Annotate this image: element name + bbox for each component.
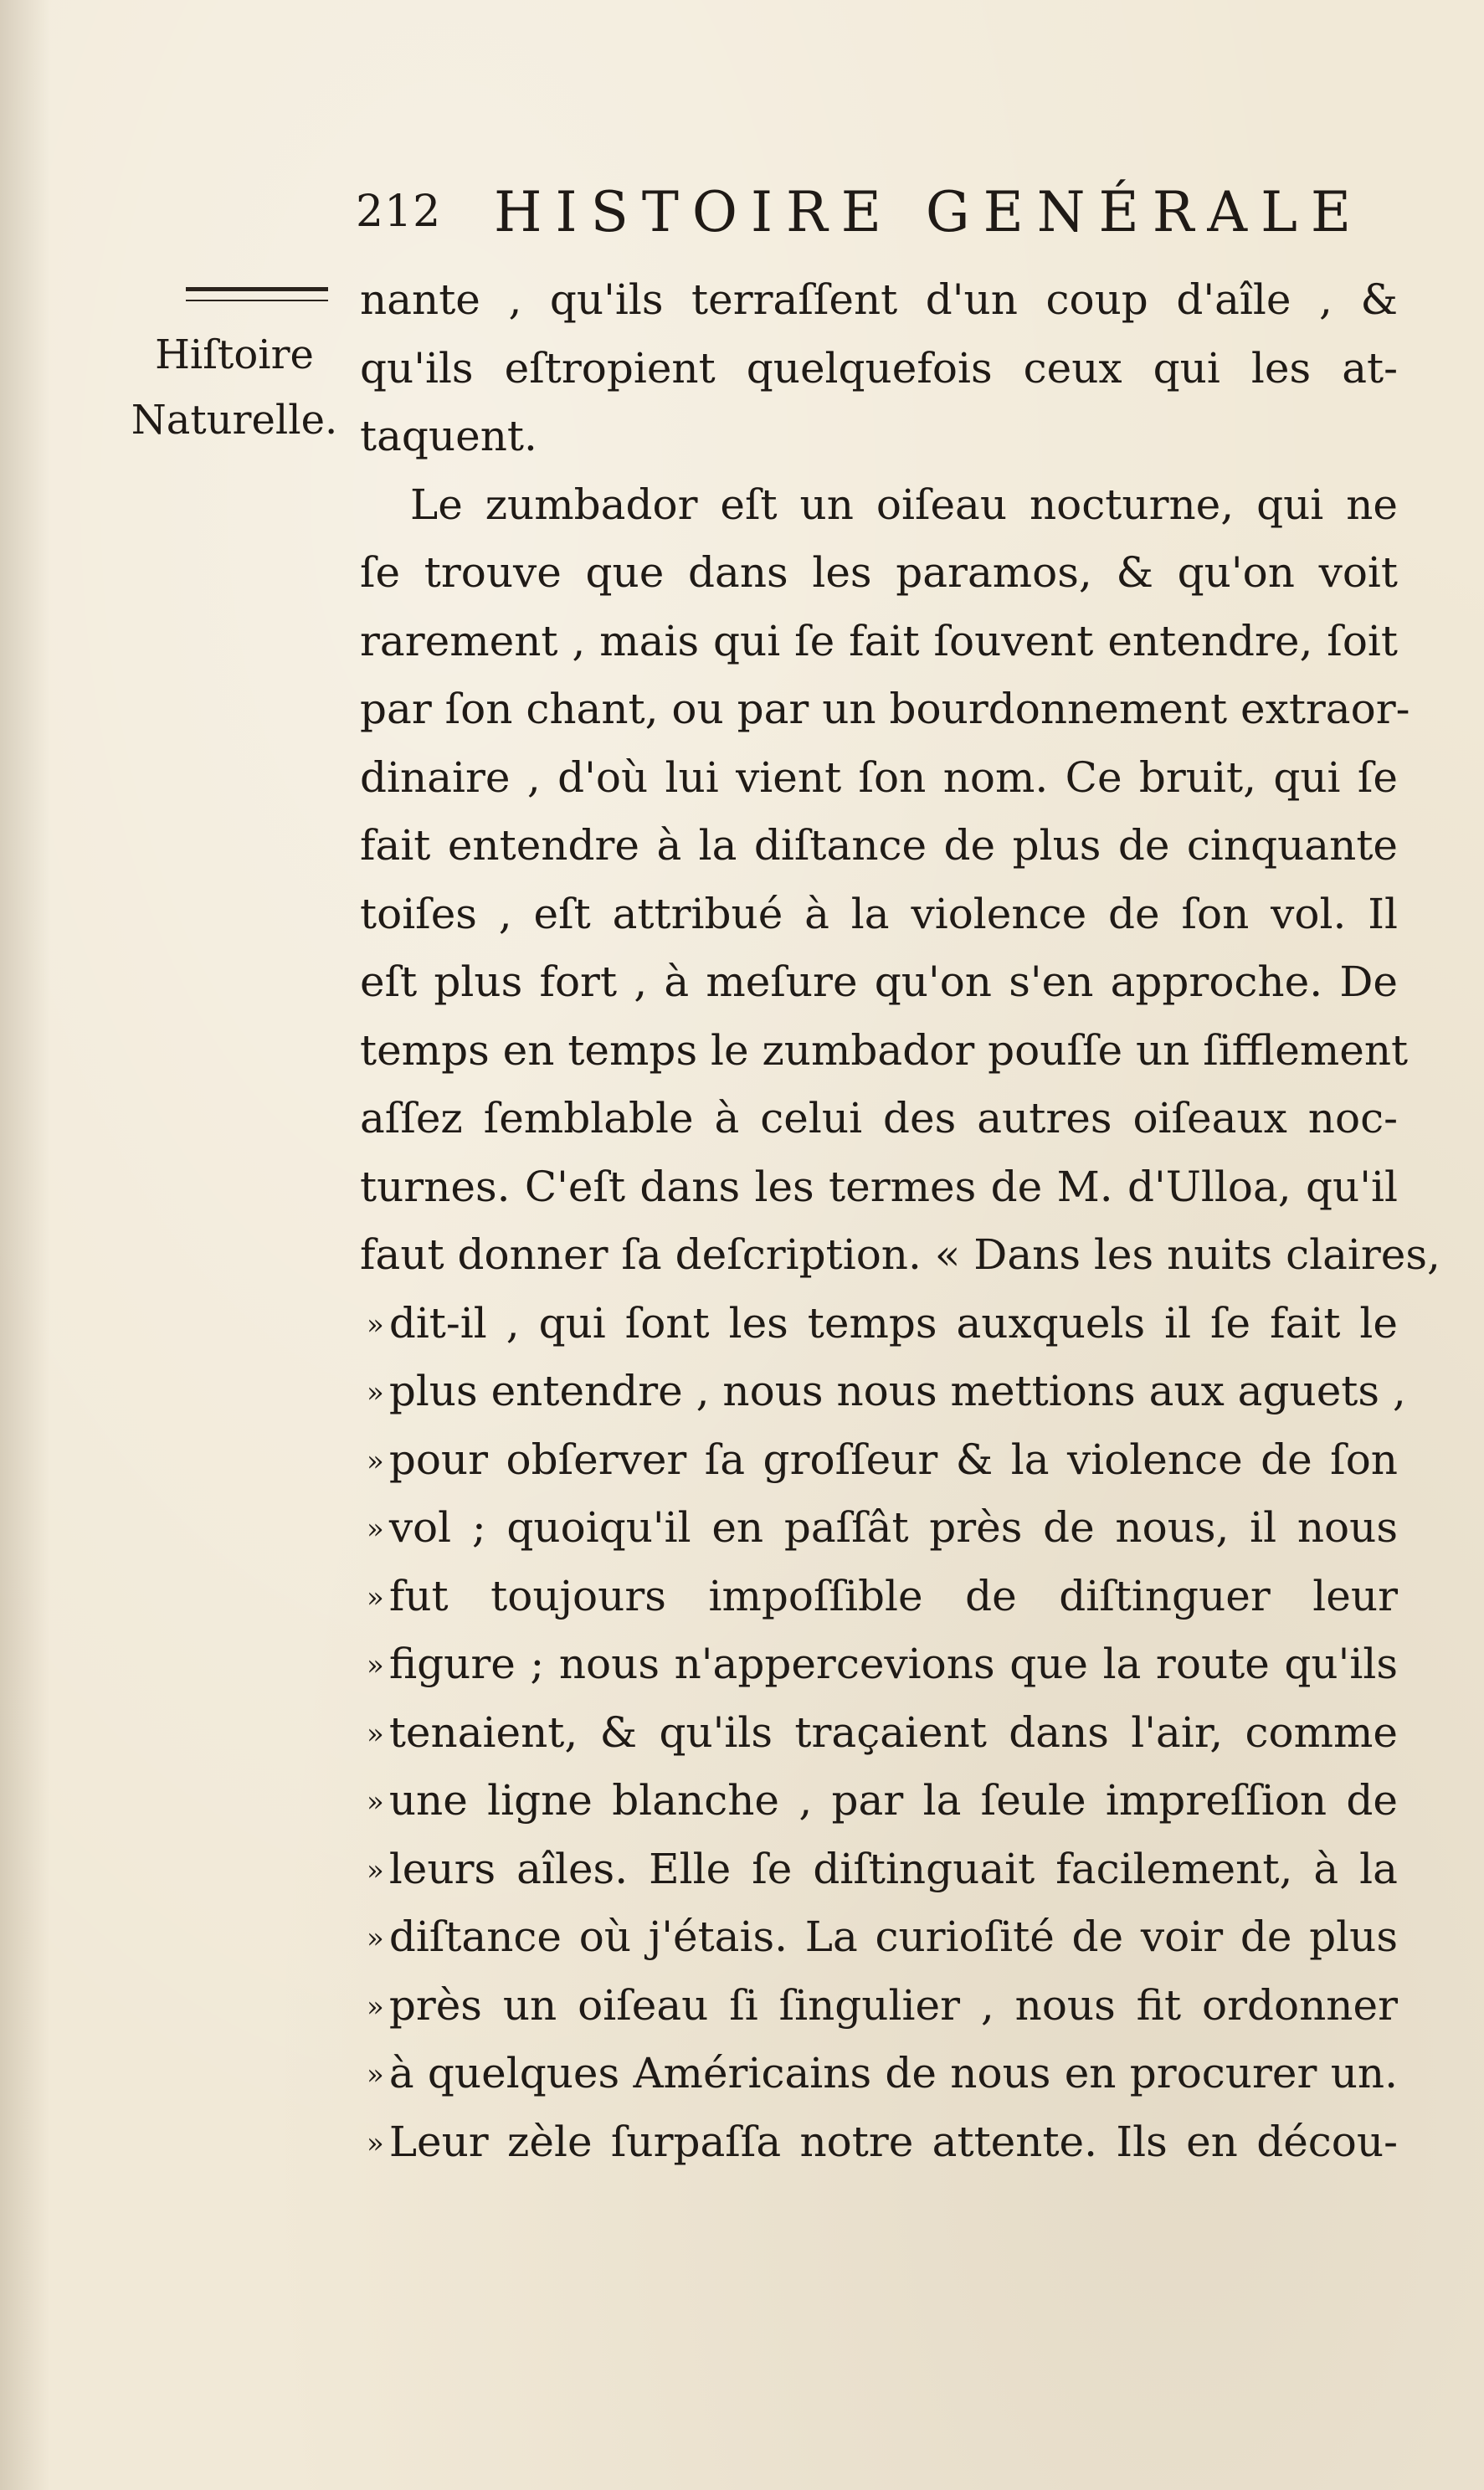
text-line-1: nante , qu'ils terraſſent d'un coup d'aîle , & [360, 275, 1398, 324]
running-head: HISTOIRE GENÉRALE [494, 180, 1365, 244]
quote-mark: » [367, 1989, 384, 2024]
quote-mark: » [367, 2058, 384, 2092]
text-line-10: toiſes , eſt attribué à la violence de ſon vol. Il [360, 889, 1398, 938]
quote-mark: » [367, 2126, 384, 2160]
text-line-4: Le zumbador eſt un oiſeau nocturne, qui ne [410, 480, 1398, 529]
text-line-24: » leurs aîles. Elle ſe diſtinguait facilement, à la [367, 1844, 1398, 1893]
page-number: 212 [356, 187, 442, 237]
quote-mark: » [367, 1307, 384, 1342]
text-line-8: dinaire , d'où lui vient ſon nom. Ce bruit, qui ſe [360, 752, 1398, 802]
text-line-20: » fut toujours impoſſible de diſtinguer leur [367, 1571, 1398, 1620]
text-line-2: qu'ils eſtropient quelquefois ceux qui les at- [360, 343, 1398, 393]
body-text [360, 266, 1440, 2176]
text-line-17: » plus entendre , nous nous mettions aux aguets , [367, 1367, 1406, 1415]
text-line-6: rarement , mais qui ſe fait ſouvent entendre, ſoit [360, 616, 1398, 665]
quote-mark: » [367, 1922, 384, 1955]
text-line-26: » près un oiſeau ſi ſingulier , nous fit ordonner [367, 1980, 1398, 2030]
text-line-14: turnes. C'eſt dans les termes de M. d'Ulloa, qu'il [360, 1162, 1398, 1211]
text-line-27: » à quelques Américains de nous en procurer un. [367, 2049, 1398, 2097]
marginal-note-line-1: Hiſtoire [155, 331, 314, 378]
page-header [356, 172, 1365, 247]
spine-shadow [0, 0, 50, 2490]
text-line-3: taquent. [360, 412, 537, 460]
text-line-16: » dit-il , qui ſont les temps auxquels il ſe fait le [367, 1298, 1398, 1348]
quote-mark: » [367, 1444, 384, 1478]
quote-mark: » [367, 1717, 384, 1751]
text-line-5: ſe trouve que dans les paramos, & qu'on voit [360, 548, 1398, 597]
quote-mark: » [367, 1785, 384, 1819]
text-line-21: » figure ; nous n'appercevions que la route qu'ils [367, 1640, 1398, 1688]
marginal-note-line-2: Naturelle. [131, 397, 338, 444]
quote-mark: » [367, 1649, 384, 1682]
text-line-22: » tenaient, & qu'ils traçaient dans l'air, comme [367, 1707, 1398, 1757]
text-line-15: faut donner ſa deſcription. « Dans les nuits claires, [360, 1230, 1440, 1279]
quote-mark: » [367, 1853, 384, 1887]
text-line-18: » pour obſerver ſa groſſeur & la violence de ſon [367, 1435, 1398, 1484]
text-line-13: aſſez ſemblable à celui des autres oiſeaux noc- [360, 1094, 1398, 1142]
text-line-7: par ſon chant, ou par un bourdonnement extraor- [360, 685, 1410, 733]
text-line-9: fait entendre à la diſtance de plus de cinquante [360, 821, 1398, 870]
margin-rule-ornament [186, 287, 328, 301]
text-line-25: » diſtance où j'étais. La curioſité de voir de plus [367, 1912, 1398, 1961]
text-line-12: temps en temps le zumbador pouſſe un ſifflement [360, 1025, 1409, 1075]
quote-mark: » [367, 1376, 384, 1409]
quote-mark: » [367, 1580, 384, 1615]
quote-mark: » [367, 1512, 384, 1546]
text-line-28: » Leur zèle ſurpaſſa notre attente. Ils en décou- [367, 2117, 1398, 2166]
marginal-note [126, 322, 343, 453]
text-line-11: eſt plus fort , à meſure qu'on s'en approche. De [360, 957, 1398, 1006]
text-line-19: » vol ; quoiqu'il en paſſât près de nous, il nous [367, 1503, 1398, 1552]
text-line-23: » une ligne blanche , par la ſeule impreſſion de [367, 1776, 1398, 1825]
